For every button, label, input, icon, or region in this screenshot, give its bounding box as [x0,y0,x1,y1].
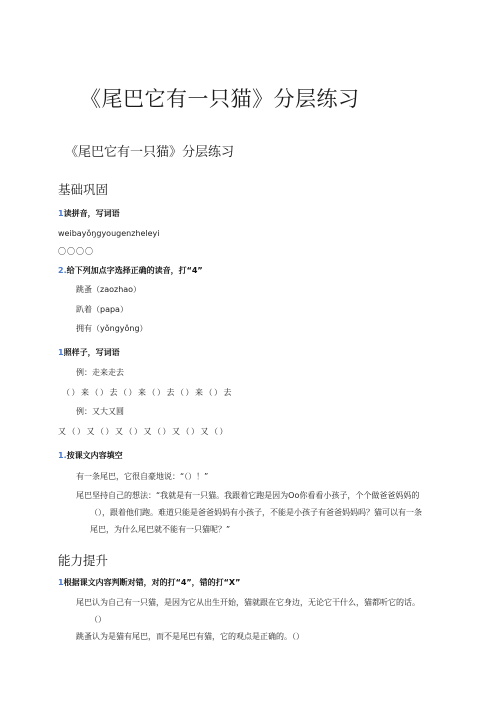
question-5-heading [58,577,240,588]
paragraph-line: 尾巴，为什么尾巴就不能有一只猫呢？” [90,525,231,534]
question-2-heading [58,265,203,276]
list-item: 趴着（papa） [76,305,128,314]
question-number: 1 [58,578,64,587]
question-number: 1 [58,209,64,218]
section-heading-advanced: 能力提升 [58,553,109,568]
fill-in-line: （）来（）去（）来（）去（）来（）去 [62,388,233,397]
statement-line: 尾巴认为自己有一只猫，是因为它从出生开始，猫就跟在它身边，无论它干什么，猫都听它的话。 [76,598,420,607]
section-heading-basic: 基础巩固 [58,182,109,197]
fill-in-line: 又（）又（）又（）又（）又（）又（） [58,427,229,436]
question-text: 根据课文内容判断对错，对的打“4”，错的打“X” [63,578,241,587]
question-1-heading [58,208,120,219]
example-line: 例：又大又圆 [76,407,124,416]
question-text: 读拼音，写词语 [63,209,120,218]
example-line: 例：走来走去 [76,368,124,377]
question-text: 给下列加点字选择正确的读音，打“4” [66,266,203,275]
document-title: 《尾巴它有一只猫》分层练习 [80,87,360,111]
answer-blank: （） [90,615,106,624]
list-item: 跳蚤（zaozhao） [76,285,142,294]
list-item: 拥有（yǒngyǒng） [76,324,148,333]
question-text: 按课文内容填空 [66,451,123,460]
question-text: 照样子，写词语 [63,348,120,357]
paragraph-line: 尾巴坚持自己的想法：“我就是有一只猫。我跟着它跑是因为Oo你看看小孩子，个个做爸爸妈妈的 [76,491,420,500]
fill-in-line: 有一条尾巴，它很自豪地说：“（）！” [76,472,209,481]
question-number: 2. [58,266,67,275]
question-3-heading [58,347,120,358]
document-subtitle: 《尾巴它有一只猫》分层练习 [65,145,235,160]
question-number: 1. [58,451,67,460]
question-4-heading [58,450,123,461]
paragraph-line: （），跟着他们跑。难道只能是爸爸妈妈有小孩子，不能是小孩子有爸爸妈妈吗？猫可以有一条 [90,508,422,517]
question-number: 1 [58,348,64,357]
statement-line: 跳蚤认为是猫有尾巴，而不是尾巴有猫，它的观点是正确的。（） [76,632,304,641]
answer-boxes: 〇〇〇〇 [58,247,94,256]
pinyin-line: weibayǒŋgyougenzheleyi [58,229,160,238]
